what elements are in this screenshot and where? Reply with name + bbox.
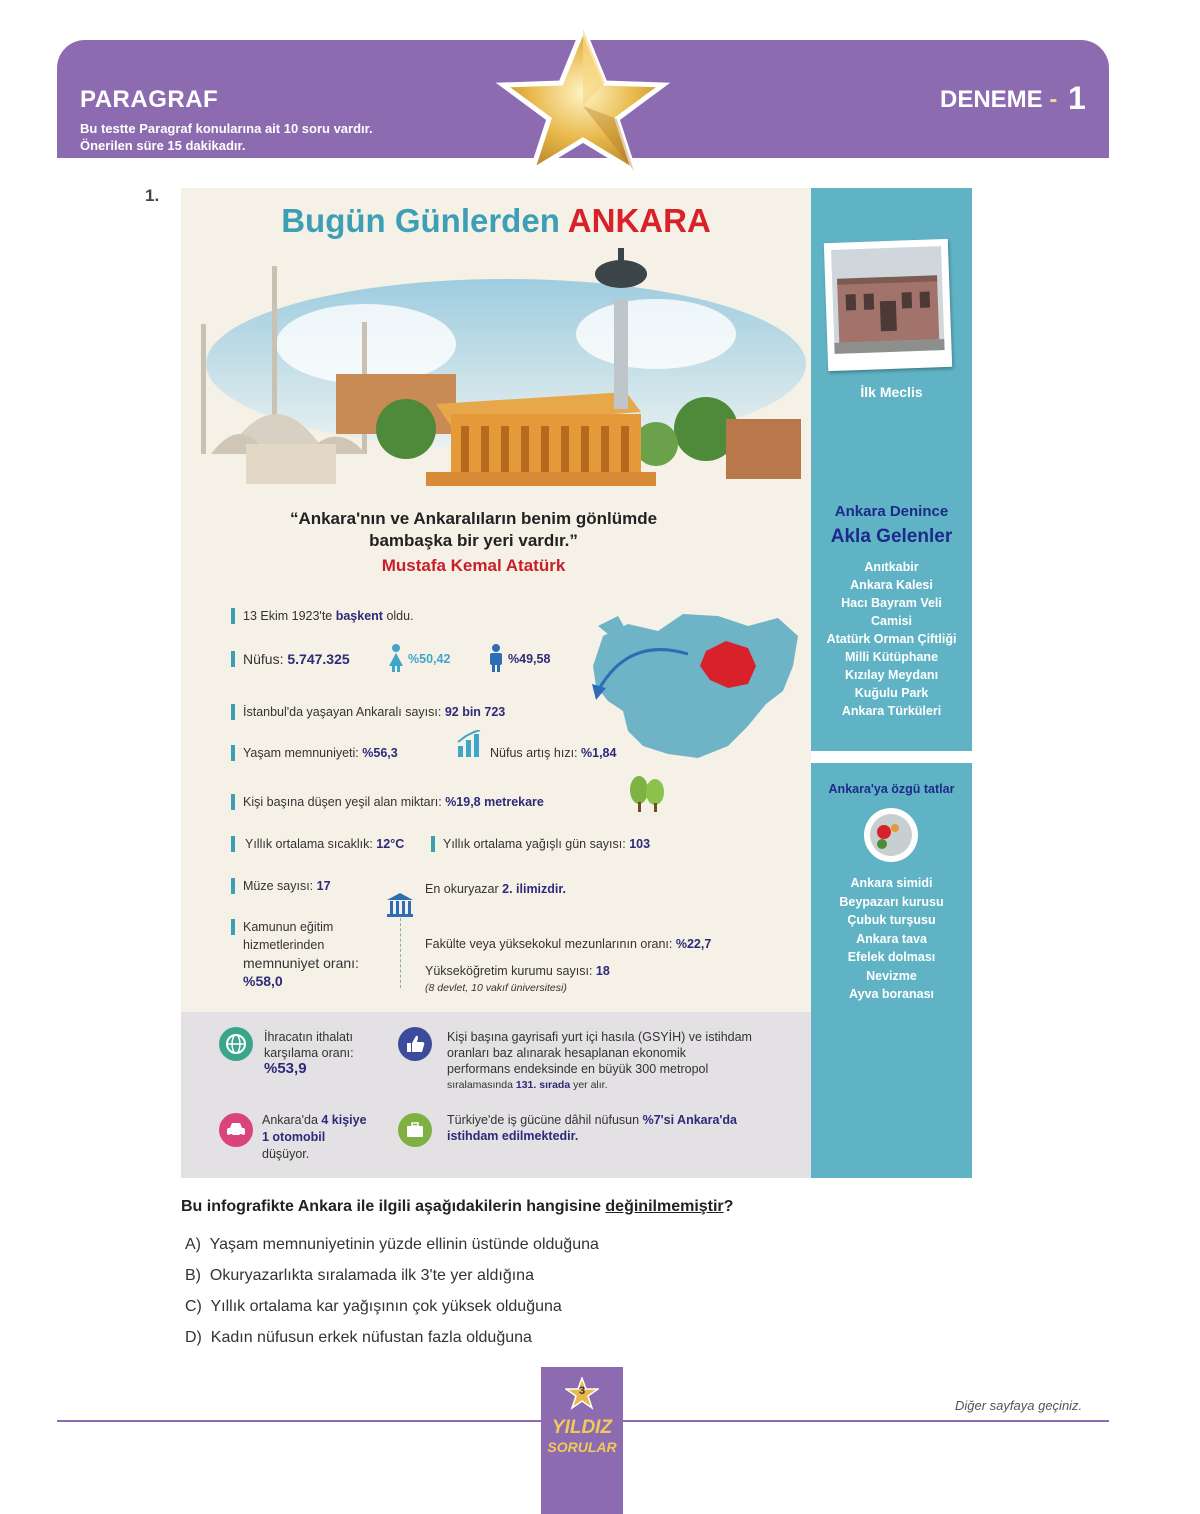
fact-literacy (425, 882, 566, 896)
fact-text: karşılama oranı: (264, 1046, 354, 1060)
fact-text: düşüyor. (262, 1147, 310, 1161)
option-text: Yaşam memnuniyetinin yüzde ellinin üstünde olduğuna (209, 1236, 599, 1253)
fact-text: İstanbul'da yaşayan Ankaralı sayısı: (243, 705, 445, 719)
question-stem (181, 1198, 733, 1216)
option-letter: D) (185, 1329, 202, 1346)
fact-text: Yıllık ortalama sıcaklık: (245, 837, 377, 851)
fact-value: %58,0 (243, 973, 283, 989)
fact-text: İhracatın ithalatı (264, 1030, 353, 1044)
male-icon (488, 644, 504, 672)
ataturk-quote (221, 508, 726, 552)
fact-istanbul (243, 705, 505, 719)
option-text: Kadın nüfusun erkek nüfustan fazla olduğuna (210, 1329, 532, 1346)
fact-marker (231, 651, 235, 667)
divider (400, 918, 402, 988)
female-percentage: %50,42 (408, 652, 451, 666)
fact-value: 92 bin 723 (444, 705, 506, 719)
stem-text: Bu infografikte Ankara ile ilgili aşağıdakilerin hangisine (181, 1198, 606, 1215)
car-icon (219, 1113, 253, 1147)
fact-value: başkent (335, 609, 383, 623)
photo-caption: İlk Meclis (860, 384, 923, 400)
list-item: Hacı Bayram Veli (841, 596, 942, 610)
fact-text: yer alır. (570, 1079, 608, 1091)
fact-value: istihdam edilmektedir. (447, 1129, 579, 1143)
growth-chart-icon (456, 730, 482, 758)
list-item: Camisi (871, 614, 912, 628)
fact-value: 103 (629, 837, 651, 851)
infographic-title (181, 202, 811, 240)
test-number: 1 (1068, 80, 1086, 116)
tastes-heading: Ankara'ya özgü tatlar (828, 782, 955, 796)
fact-value: %22,7 (675, 937, 712, 951)
fact-value: 2. ilimizdir. (502, 882, 567, 896)
fact-export (264, 1029, 354, 1077)
list-item: Ankara Türküleri (841, 704, 942, 718)
fact-gdp (447, 1029, 752, 1093)
fact-text: Yıllık ortalama yağışlı gün sayısı: (443, 837, 630, 851)
fact-value: 4 kişiye (321, 1113, 367, 1127)
fact-value: 1 otomobil (262, 1130, 326, 1144)
fact-text: Yaşam memnuniyeti: (243, 746, 363, 760)
fact-marker (231, 919, 235, 935)
fact-text: Fakülte veya yüksekokul mezunlarının oranı: (425, 937, 676, 951)
option-text: Okuryazarlıkta sıralamada ilk 3'te yer aldığına (209, 1267, 534, 1284)
sidebar-divider (811, 751, 972, 763)
fact-text-line (262, 1129, 367, 1146)
fact-museums (243, 879, 331, 893)
list-item: Ayva boranası (849, 987, 934, 1001)
option-text: Yıllık ortalama kar yağışının çok yüksek olduğuna (210, 1298, 562, 1315)
fact-marker (231, 878, 235, 894)
quote-author: Mustafa Kemal Atatürk (381, 556, 566, 575)
fact-faculty (425, 937, 711, 951)
badge-number: 3 (578, 1385, 586, 1397)
fact-text: 13 Ekim 1923'te (243, 609, 336, 623)
next-page-note: Diğer sayfaya geçiniz. (955, 1398, 1083, 1413)
fact-marker (231, 836, 235, 852)
fact-green-area (243, 795, 544, 809)
quote-line: “Ankara'nın ve Ankaralıların benim gönlümde (289, 509, 658, 528)
option-letter: A) (185, 1236, 201, 1253)
list-item: Beypazarı kurusu (839, 894, 944, 909)
fact-text-line (447, 1112, 737, 1128)
fact-value: %56,3 (362, 746, 398, 760)
list-item: Efelek dolması (847, 950, 936, 964)
fact-marker (431, 836, 435, 852)
list-item: Kızılay Meydanı (844, 668, 939, 682)
header-subtitle (80, 120, 500, 154)
list-item: Çubuk turşusu (847, 913, 936, 927)
badge-line1: YILDIZ (551, 1417, 613, 1438)
university-note: (8 devlet, 10 vakıf üniversitesi) (425, 982, 567, 994)
fact-value: 131. sırada (515, 1079, 571, 1091)
fact-value: 17 (316, 879, 331, 893)
fact-text: Ankara'da (262, 1113, 322, 1127)
briefcase-icon (398, 1113, 432, 1147)
fact-education-satisfaction (243, 918, 359, 991)
tastes-list (811, 874, 972, 1004)
fact-text: Nüfus: (243, 651, 288, 667)
subtitle-line: Bu testte Paragraf konularına ait 10 soru vardır. (80, 121, 373, 136)
option-b[interactable] (185, 1267, 534, 1285)
museum-icon (386, 892, 414, 918)
fact-university (425, 964, 610, 978)
subtitle-line: Önerilen süre 15 dakikadır. (80, 138, 246, 153)
fact-text: En okuryazar (425, 882, 503, 896)
test-dash: - (1049, 86, 1058, 113)
fact-marker (231, 608, 235, 624)
fact-marker (231, 794, 235, 810)
fact-text: Müze sayısı: (243, 879, 317, 893)
fact-text: memnuniyet oranı: (243, 955, 359, 971)
fact-value: %1,84 (581, 746, 617, 760)
yildiz-sorular-badge (541, 1367, 623, 1514)
male-percentage: %49,58 (508, 652, 551, 666)
option-letter: B) (185, 1267, 201, 1284)
fact-temperature (245, 837, 404, 851)
question-number: 1. (145, 186, 160, 205)
option-c[interactable] (185, 1298, 562, 1316)
turkey-map (588, 596, 803, 766)
fact-marker (231, 745, 235, 761)
fact-text: sıralamasında (447, 1079, 516, 1091)
sidebar-heading-2: Akla Gelenler (830, 526, 953, 547)
fact-text: Kişi başına gayrisafi yurt içi hasıla (GSYİH) ve istihdam (447, 1030, 752, 1044)
option-a[interactable] (185, 1236, 599, 1254)
stem-underlined: değinilmemiştir (605, 1198, 724, 1215)
test-label (940, 86, 1057, 114)
fact-value: 18 (595, 964, 610, 978)
parliament-building-image (824, 239, 952, 371)
list-item: Kuğulu Park (854, 686, 929, 700)
list-item: Nevizme (866, 968, 917, 983)
stem-text: ? (723, 1198, 734, 1215)
first-parliament-photo (824, 239, 952, 371)
fact-rain-days (443, 837, 650, 851)
fact-text: oranları baz alınarak hesaplanan ekonomik (447, 1046, 687, 1060)
fact-text: Nüfus artış hızı: (490, 746, 582, 760)
fact-text-line (447, 1077, 752, 1093)
subject-title: PARAGRAF (80, 86, 219, 113)
list-item: Ankara Kalesi (850, 578, 933, 592)
fact-value: %53,9 (264, 1060, 307, 1077)
food-plate-icon (862, 806, 920, 864)
fact-capital (243, 609, 414, 623)
list-item: Milli Kütüphane (844, 650, 939, 664)
title-highlight: ANKARA (567, 202, 711, 239)
fact-employment (447, 1112, 737, 1144)
title-main: Bugün Günlerden (281, 202, 568, 239)
fact-text: Kişi başına düşen yeşil alan miktarı: (243, 795, 446, 809)
sidebar-heading-1: Ankara Denince (834, 503, 949, 520)
option-letter: C) (185, 1298, 202, 1315)
fact-text: Türkiye'de iş gücüne dâhil nüfusun (447, 1113, 643, 1127)
fact-text-line (262, 1112, 367, 1129)
trees-icon (628, 774, 666, 814)
list-item: Ankara tava (856, 931, 927, 946)
fact-value: 12°C (376, 837, 405, 851)
footer-line-right (623, 1420, 1109, 1422)
list-item: Atatürk Orman Çiftliği (826, 632, 957, 646)
list-item: Anıtkabir (864, 560, 919, 574)
female-icon (388, 644, 404, 672)
fact-value: %7'si Ankara'da (642, 1113, 737, 1127)
fact-marker (231, 704, 235, 720)
option-d[interactable] (185, 1329, 532, 1347)
fact-text: performans endeksinde en büyük 300 metropol (447, 1062, 709, 1076)
test-label-text: DENEME (940, 86, 1043, 113)
fact-population (243, 651, 350, 667)
quote-line: bambaşka bir yeri vardır.” (369, 531, 578, 550)
fact-value: 5.747.325 (287, 651, 350, 667)
fact-life-satisfaction (243, 746, 398, 760)
famous-places-list (811, 558, 972, 720)
fact-text: oldu. (382, 609, 414, 623)
star-icon (492, 26, 674, 174)
fact-text: Yükseköğretim kurumu sayısı: (425, 964, 596, 978)
thumbs-up-icon (398, 1027, 432, 1061)
globe-icon (219, 1027, 253, 1061)
fact-value: %19,8 metrekare (445, 795, 544, 809)
fact-text: Kamunun eğitim (243, 920, 334, 934)
list-item: Ankara simidi (850, 876, 933, 890)
badge-line2: SORULAR (547, 1439, 617, 1455)
footer-line-left (57, 1420, 541, 1422)
fact-text-line (447, 1128, 737, 1144)
fact-text: hizmetlerinden (243, 938, 325, 952)
fact-cars (262, 1112, 367, 1163)
ankara-skyline-illustration (186, 244, 806, 496)
